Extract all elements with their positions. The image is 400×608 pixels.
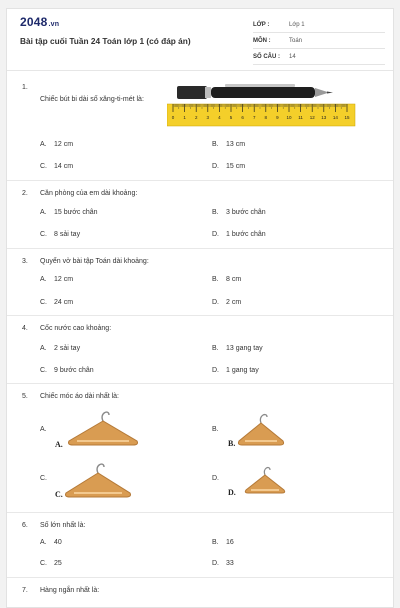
- option-letter: B.: [212, 539, 219, 546]
- ruler-label: 5: [229, 115, 233, 120]
- option-text: 15 cm: [226, 163, 246, 170]
- option-text: 12 cm: [54, 276, 74, 283]
- option-text: 13 gang tay: [226, 345, 263, 352]
- option-text: 24 cm: [54, 299, 74, 306]
- question-2: [7, 180, 394, 197]
- ruler-label: 12: [309, 115, 315, 120]
- ruler-label: 9: [276, 115, 279, 120]
- option-letter: B.: [212, 141, 219, 148]
- option-text: 3 bước chân: [226, 209, 266, 216]
- hanger-caption-b: B.: [228, 439, 236, 448]
- question-number: 4.: [22, 325, 28, 332]
- question-text: Số lớn nhất là:: [40, 522, 86, 529]
- option-text: 16: [226, 539, 234, 546]
- ruler-label: 11: [298, 115, 303, 120]
- logo-tld: .vn: [48, 21, 60, 28]
- option-6-d[interactable]: [212, 560, 234, 567]
- meta-value: Toán: [289, 38, 303, 44]
- meta-label: MÔN :: [253, 38, 271, 44]
- hanger-icon[interactable]: [236, 411, 286, 449]
- worksheet-header: [7, 9, 394, 71]
- ruler-label: 0: [171, 115, 175, 120]
- option-letter: C.: [40, 163, 47, 170]
- ruler-label: 2: [194, 115, 198, 120]
- hanger-caption-c: C.: [55, 490, 63, 499]
- option-3-c[interactable]: [40, 299, 73, 306]
- option-5-d[interactable]: [212, 475, 219, 482]
- ruler-label: 6: [241, 115, 244, 120]
- meta-value: Lớp 1: [289, 22, 305, 28]
- option-letter: D.: [212, 475, 219, 482]
- option-text: 33: [226, 560, 234, 567]
- option-text: 15 bước chân: [54, 209, 98, 216]
- option-6-b[interactable]: [212, 539, 234, 546]
- hanger-icon[interactable]: [62, 461, 134, 501]
- option-3-a[interactable]: [40, 276, 73, 283]
- question-text: Chiếc bút bi dài số xăng-ti-mét là:: [40, 96, 144, 103]
- ruler-label: 15: [344, 115, 350, 120]
- hanger-icon[interactable]: [65, 409, 141, 449]
- option-1-c[interactable]: [40, 163, 73, 170]
- meta-label: SỐ CÂU :: [253, 54, 280, 60]
- option-text: 9 bước chân: [54, 367, 94, 374]
- option-6-a[interactable]: [40, 539, 62, 546]
- option-1-a[interactable]: [40, 141, 73, 148]
- question-number: 5.: [22, 393, 28, 400]
- option-letter: D.: [212, 299, 219, 306]
- ruler-label: 4: [218, 115, 221, 120]
- question-number: 7.: [22, 587, 28, 594]
- option-text: 2 cm: [226, 299, 242, 306]
- ruler-label: 10: [286, 115, 292, 120]
- question-text: Quyển vở bài tập Toán dài khoảng:: [40, 258, 149, 265]
- option-text: 8 sải tay: [54, 231, 81, 238]
- hanger-caption-d: D.: [228, 488, 236, 497]
- option-letter: B.: [212, 276, 219, 283]
- option-text: 25: [54, 560, 62, 567]
- worksheet-meta: [253, 17, 385, 65]
- logo-text: 2048: [20, 15, 48, 29]
- option-letter: B.: [212, 345, 219, 352]
- hanger-icon[interactable]: [243, 465, 287, 497]
- option-2-c[interactable]: [40, 231, 80, 238]
- option-letter: D.: [212, 163, 219, 170]
- option-letter: A.: [40, 141, 47, 148]
- option-4-b[interactable]: [212, 345, 263, 352]
- option-6-c[interactable]: [40, 560, 62, 567]
- option-3-d[interactable]: [212, 299, 241, 306]
- option-text: 40: [54, 539, 62, 546]
- pen-icon: [177, 84, 333, 99]
- option-1-d[interactable]: [212, 163, 245, 170]
- meta-row-subject: [253, 33, 385, 49]
- option-2-b[interactable]: [212, 209, 266, 216]
- option-text: 1 bước chân: [226, 231, 266, 238]
- question-text: Căn phòng của em dài khoảng:: [40, 190, 138, 197]
- ruler-label: 13: [321, 115, 327, 120]
- question-5: [7, 383, 394, 400]
- hanger-caption-a: A.: [55, 440, 63, 449]
- option-letter: A.: [40, 345, 47, 352]
- option-letter: C.: [40, 560, 47, 567]
- worksheet-page: [6, 8, 394, 608]
- question-number: 3.: [22, 258, 28, 265]
- option-letter: D.: [212, 231, 219, 238]
- pen-ruler-image: [167, 84, 357, 128]
- option-letter: B.: [212, 426, 219, 433]
- meta-row-class: [253, 17, 385, 33]
- ruler-label: 1: [183, 115, 186, 120]
- option-5-a[interactable]: [40, 426, 47, 433]
- option-letter: D.: [212, 367, 219, 374]
- option-5-c[interactable]: [40, 475, 47, 482]
- question-number: 6.: [22, 522, 28, 529]
- meta-row-count: [253, 49, 385, 65]
- option-text: 8 cm: [226, 276, 242, 283]
- option-letter: B.: [212, 209, 219, 216]
- option-text: 12 cm: [54, 141, 74, 148]
- option-2-a[interactable]: [40, 209, 98, 216]
- option-letter: D.: [212, 560, 219, 567]
- option-4-a[interactable]: [40, 345, 80, 352]
- ruler-label: 7: [252, 115, 256, 120]
- ruler-label: 8: [264, 115, 268, 120]
- option-letter: A.: [40, 209, 47, 216]
- question-text: Cốc nước cao khoảng:: [40, 325, 112, 332]
- ruler-icon: [167, 104, 355, 126]
- meta-value: 14: [289, 54, 296, 60]
- option-text: 2 sải tay: [54, 345, 81, 352]
- question-7: [7, 577, 394, 594]
- option-letter: C.: [40, 299, 47, 306]
- question-number: 1.: [22, 84, 28, 91]
- option-text: 1 gang tay: [226, 367, 259, 374]
- site-logo[interactable]: [20, 15, 59, 29]
- option-letter: C.: [40, 231, 47, 238]
- ruler-label: 14: [332, 115, 338, 120]
- option-4-d[interactable]: [212, 367, 259, 374]
- option-5-b[interactable]: [212, 426, 219, 433]
- option-3-b[interactable]: [212, 276, 241, 283]
- question-3: [7, 248, 394, 265]
- worksheet-title: Bài tập cuối Tuần 24 Toán lớp 1 (có đáp án): [20, 36, 191, 46]
- option-letter: A.: [40, 276, 47, 283]
- option-1-b[interactable]: [212, 141, 245, 148]
- option-letter: C.: [40, 367, 47, 374]
- option-letter: A.: [40, 426, 47, 433]
- option-letter: C.: [40, 475, 47, 482]
- meta-label: LỚP :: [253, 22, 270, 28]
- question-6: [7, 512, 394, 529]
- question-text: Chiếc móc áo dài nhất là:: [40, 393, 119, 400]
- question-text: Hàng ngắn nhất là:: [40, 587, 100, 594]
- option-text: 13 cm: [226, 141, 246, 148]
- ruler-label: 3: [206, 115, 210, 120]
- option-text: 14 cm: [54, 163, 74, 170]
- question-4: [7, 315, 394, 332]
- option-4-c[interactable]: [40, 367, 94, 374]
- option-2-d[interactable]: [212, 231, 266, 238]
- question-number: 2.: [22, 190, 28, 197]
- option-letter: A.: [40, 539, 47, 546]
